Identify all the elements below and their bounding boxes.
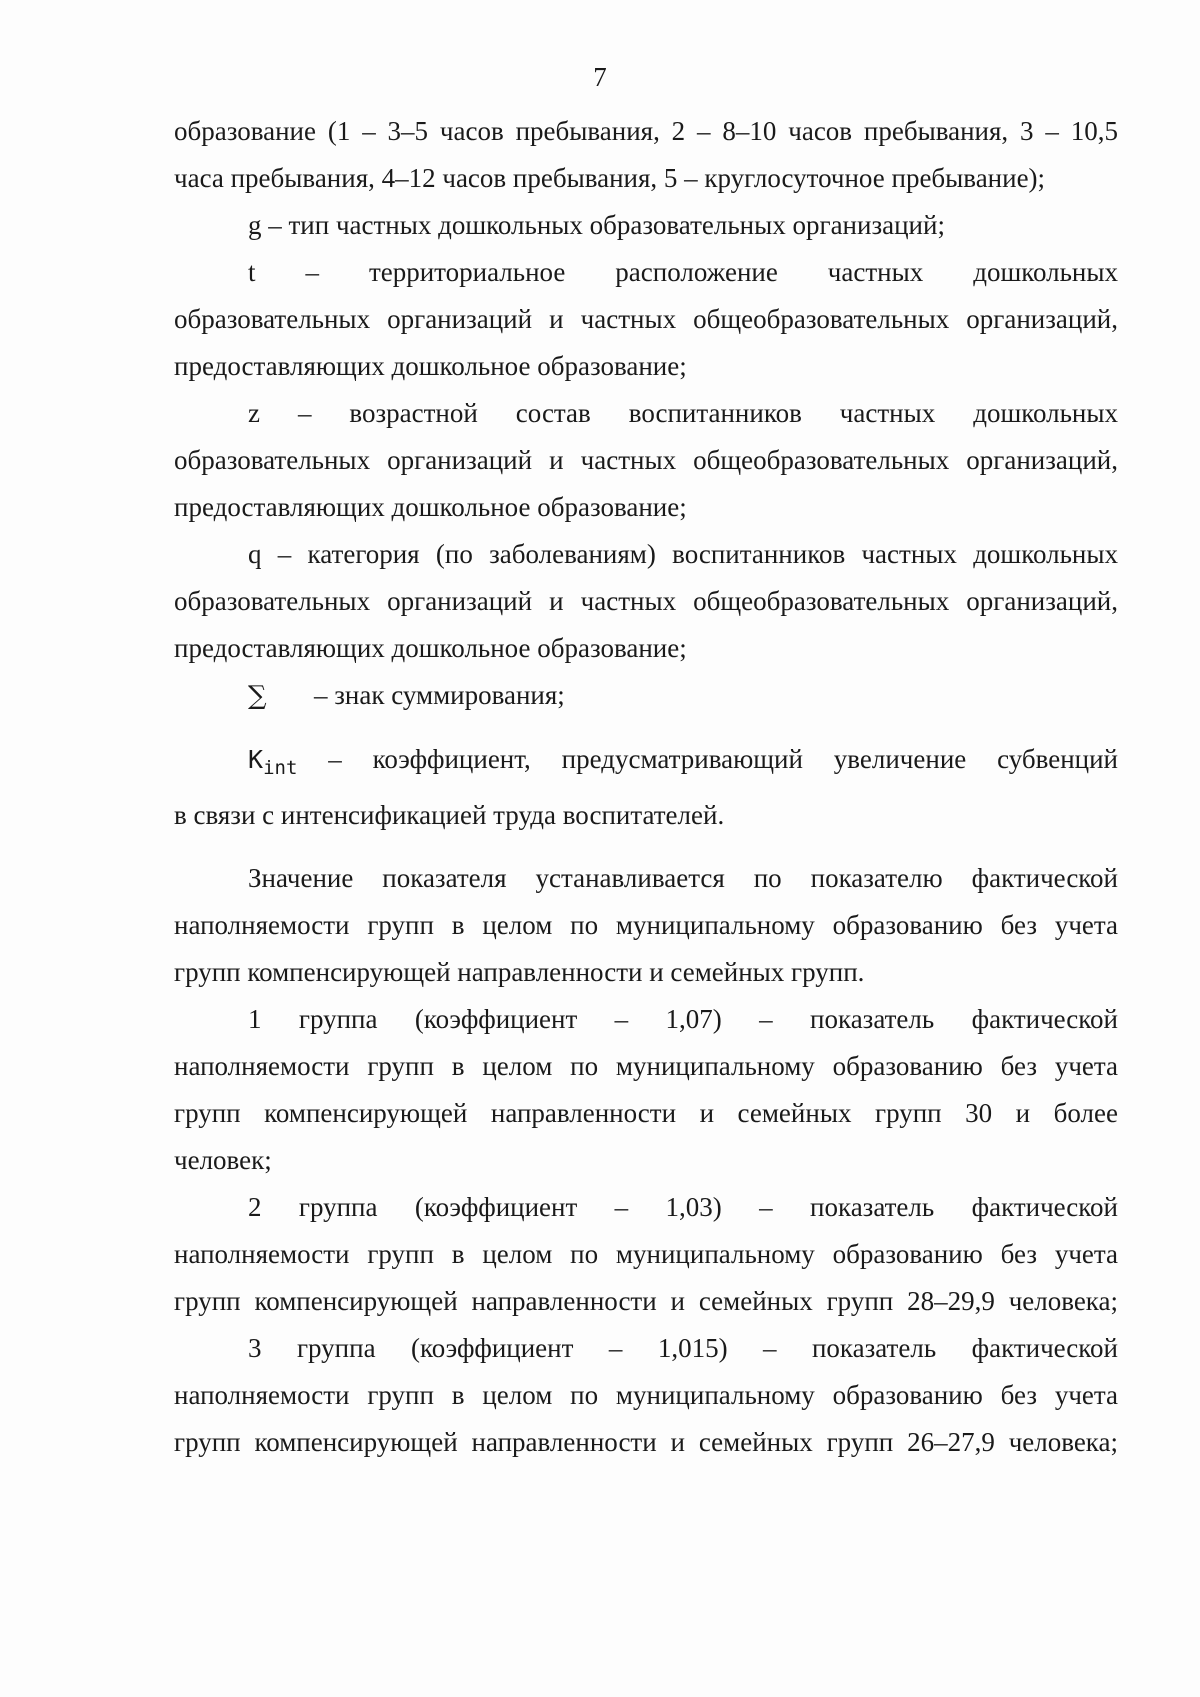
kint-definition bbox=[174, 736, 1118, 792]
text-line: образовательных организаций и частных общеобразовательных организаций, bbox=[174, 586, 1118, 616]
text-line: групп компенсирующей направленности и семейных групп 26–27,9 человека; bbox=[174, 1427, 1118, 1457]
text-line: наполняемости групп в целом по муниципальному образованию без учета bbox=[174, 1380, 1118, 1410]
text-line: наполняемости групп в целом по муниципальному образованию без учета bbox=[174, 1239, 1118, 1269]
text-line: предоставляющих дошкольное образование; bbox=[174, 633, 687, 663]
text-line: групп компенсирующей направленности и семейных групп 30 и более bbox=[174, 1098, 1118, 1128]
spacer bbox=[174, 720, 1118, 736]
text-line: наполняемости групп в целом по муниципальному образованию без учета bbox=[174, 910, 1118, 940]
page-number: 7 bbox=[593, 62, 607, 92]
text-line: t – территориальное расположение частных дошкольных bbox=[248, 257, 1118, 287]
text-line: 1 группа (коэффициент – 1,07) – показатель фактической bbox=[248, 1004, 1118, 1034]
kint-base: K bbox=[248, 745, 264, 774]
text-line: – коэффициент, предусматривающий увеличение субвенций bbox=[328, 744, 1118, 774]
sigma-symbol: ∑ bbox=[248, 681, 267, 711]
text-line: предоставляющих дошкольное образование; bbox=[174, 351, 687, 381]
text-line: – знак суммирования; bbox=[314, 680, 565, 710]
text-line: предоставляющих дошкольное образование; bbox=[174, 492, 687, 522]
text-line: образовательных организаций и частных общеобразовательных организаций, bbox=[174, 304, 1118, 334]
text-line: 3 группа (коэффициент – 1,015) – показатель фактической bbox=[248, 1333, 1118, 1363]
text-line: часа пребывания, 4–12 часов пребывания, 5 – круглосуточное пребывание); bbox=[174, 163, 1046, 193]
text-line: q – категория (по заболеваниям) воспитанников частных дошкольных bbox=[248, 539, 1118, 569]
spacer bbox=[174, 839, 1118, 855]
document-body bbox=[174, 108, 1118, 1466]
text-line: 2 группа (коэффициент – 1,03) – показатель фактической bbox=[248, 1192, 1118, 1222]
text-line: в связи с интенсификацией труда воспитателей. bbox=[174, 800, 725, 830]
text-line: человек; bbox=[174, 1145, 272, 1175]
text-line: g – тип частных дошкольных образовательных организаций; bbox=[248, 210, 945, 240]
text-line: наполняемости групп в целом по муниципальному образованию без учета bbox=[174, 1051, 1118, 1081]
kint-symbol bbox=[248, 745, 298, 779]
text-line: z – возрастной состав воспитанников частных дошкольных bbox=[248, 398, 1118, 428]
text-line: образование (1 – 3–5 часов пребывания, 2 – 8–10 часов пребывания, 3 – 10,5 bbox=[174, 116, 1118, 146]
text-line: Значение показателя устанавливается по показателю фактической bbox=[248, 863, 1118, 893]
sigma-definition bbox=[174, 672, 1118, 720]
text-line: образовательных организаций и частных общеобразовательных организаций, bbox=[174, 445, 1118, 475]
text-line: групп компенсирующей направленности и семейных групп 28–29,9 человека; bbox=[174, 1286, 1118, 1316]
kint-subscript: int bbox=[263, 757, 298, 779]
text-line: групп компенсирующей направленности и семейных групп. bbox=[174, 957, 865, 987]
